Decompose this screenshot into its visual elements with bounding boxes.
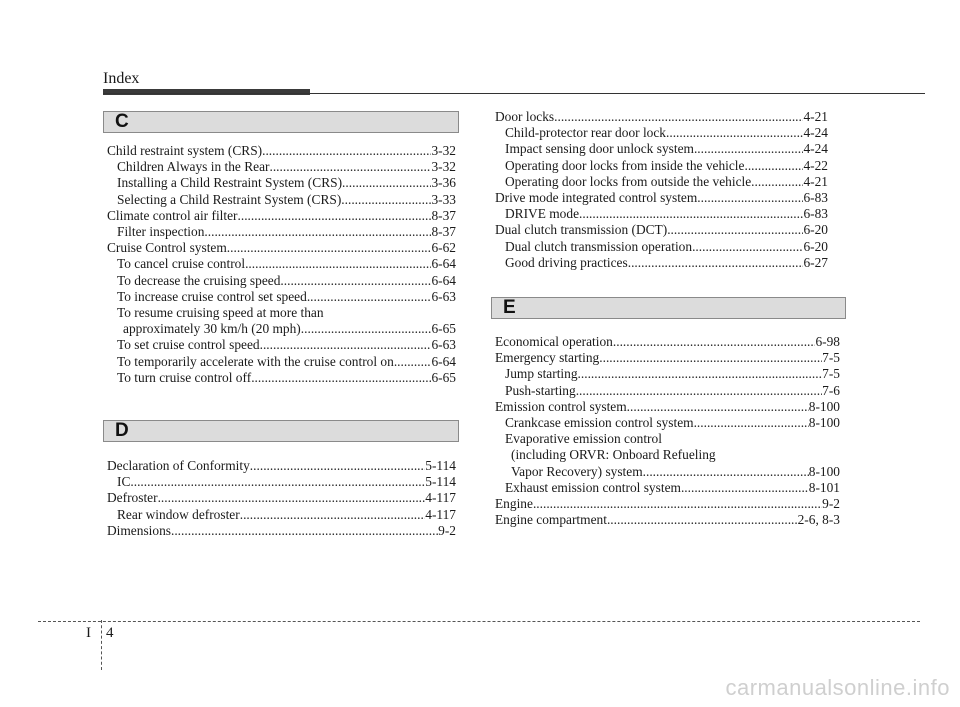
- index-subentry[interactable]: IC ..... 5-114: [107, 474, 456, 490]
- index-subentry[interactable]: Child-protector rear door lock ..... 4-24: [495, 125, 828, 141]
- index-subentry[interactable]: DRIVE mode ..... 6-83: [495, 206, 828, 222]
- index-subentry[interactable]: Vapor Recovery) system ..... 8-100: [495, 464, 840, 480]
- index-subentry-text: To resume cruising speed at more than: [117, 305, 324, 321]
- index-subentry[interactable]: Push-starting ..... 7-6: [495, 383, 840, 399]
- index-subentry[interactable]: Rear window defroster ..... 4-117: [107, 507, 456, 523]
- section-c-letter: C: [115, 111, 129, 132]
- index-subentry[interactable]: Dual clutch transmission operation ..... 6-20: [495, 239, 828, 255]
- index-entry[interactable]: Engine compartment ..... 2-6, 8-3: [495, 512, 840, 528]
- index-subentry[interactable]: approximately 30 km/h (20 mph) ..... 6-65: [107, 321, 456, 337]
- footer-rule: [38, 621, 920, 622]
- index-entry[interactable]: Dimensions ..... 9-2: [107, 523, 456, 539]
- watermark: carmanualsonline.info: [725, 675, 950, 700]
- index-entry[interactable]: Door locks ..... 4-21: [495, 109, 828, 125]
- header-title: Index: [103, 70, 140, 87]
- index-subentry[interactable]: Operating door locks from outside the vehicle ..... 4-21: [495, 174, 828, 190]
- index-column-c: [107, 143, 456, 386]
- index-subentry[interactable]: Impact sensing door unlock system ..... 4-24: [495, 141, 828, 157]
- footer-section-letter: I: [86, 625, 91, 641]
- index-entry[interactable]: Dual clutch transmission (DCT) ..... 6-20: [495, 222, 828, 238]
- index-entry[interactable]: Child restraint system (CRS) ..... 3-32: [107, 143, 456, 159]
- section-e-header: [491, 297, 846, 319]
- index-subentry[interactable]: To decrease the cruising speed ..... 6-64: [107, 273, 456, 289]
- index-subentry[interactable]: Filter inspection ..... 8-37: [107, 224, 456, 240]
- header-rule-thick: [103, 89, 310, 95]
- index-column-d: [107, 458, 456, 539]
- index-subentry[interactable]: To temporarily accelerate with the cruise control on ..... 6-64: [107, 354, 456, 370]
- index-entry[interactable]: Economical operation ..... 6-98: [495, 334, 840, 350]
- index-subentry[interactable]: To set cruise control speed ..... 6-63: [107, 337, 456, 353]
- footer-divider: [101, 620, 102, 670]
- section-d-header: [103, 420, 459, 442]
- section-d-letter: D: [115, 420, 129, 441]
- section-e-letter: E: [503, 297, 516, 318]
- index-subentry[interactable]: To increase cruise control set speed ..... 6-63: [107, 289, 456, 305]
- index-subentry[interactable]: To cancel cruise control ..... 6-64: [107, 256, 456, 272]
- index-entry[interactable]: Emission control system ..... 8-100: [495, 399, 840, 415]
- index-subentry[interactable]: Crankcase emission control system ..... 8-100: [495, 415, 840, 431]
- index-entry[interactable]: Defroster ..... 4-117: [107, 490, 456, 506]
- index-column-e: [495, 334, 840, 528]
- index-entry[interactable]: Emergency starting ..... 7-5: [495, 350, 840, 366]
- index-subentry[interactable]: Children Always in the Rear ..... 3-32: [107, 159, 456, 175]
- index-subentry-text: (including ORVR: Onboard Refueling: [511, 447, 716, 463]
- index-entry[interactable]: Engine ..... 9-2: [495, 496, 840, 512]
- index-entry[interactable]: Cruise Control system ..... 6-62: [107, 240, 456, 256]
- index-column-d-right: [495, 109, 828, 271]
- index-subentry[interactable]: Installing a Child Restraint System (CRS) ..... 3-36: [107, 175, 456, 191]
- index-entry[interactable]: Drive mode integrated control system ..... 6-83: [495, 190, 828, 206]
- header-rule: [103, 93, 925, 94]
- index-subentry[interactable]: Jump starting ..... 7-5: [495, 366, 840, 382]
- index-subentry-text: Evaporative emission control: [505, 431, 662, 447]
- section-c-header: [103, 111, 459, 133]
- index-subentry[interactable]: To turn cruise control off ..... 6-65: [107, 370, 456, 386]
- index-subentry[interactable]: Selecting a Child Restraint System (CRS) ..... 3-33: [107, 192, 456, 208]
- footer-page-number: 4: [106, 625, 114, 641]
- index-entry[interactable]: Declaration of Conformity ..... 5-114: [107, 458, 456, 474]
- index-entry[interactable]: Climate control air filter ..... 8-37: [107, 208, 456, 224]
- index-subentry[interactable]: Good driving practices ..... 6-27: [495, 255, 828, 271]
- index-subentry[interactable]: Exhaust emission control system ..... 8-101: [495, 480, 840, 496]
- index-subentry[interactable]: Operating door locks from inside the vehicle ..... 4-22: [495, 158, 828, 174]
